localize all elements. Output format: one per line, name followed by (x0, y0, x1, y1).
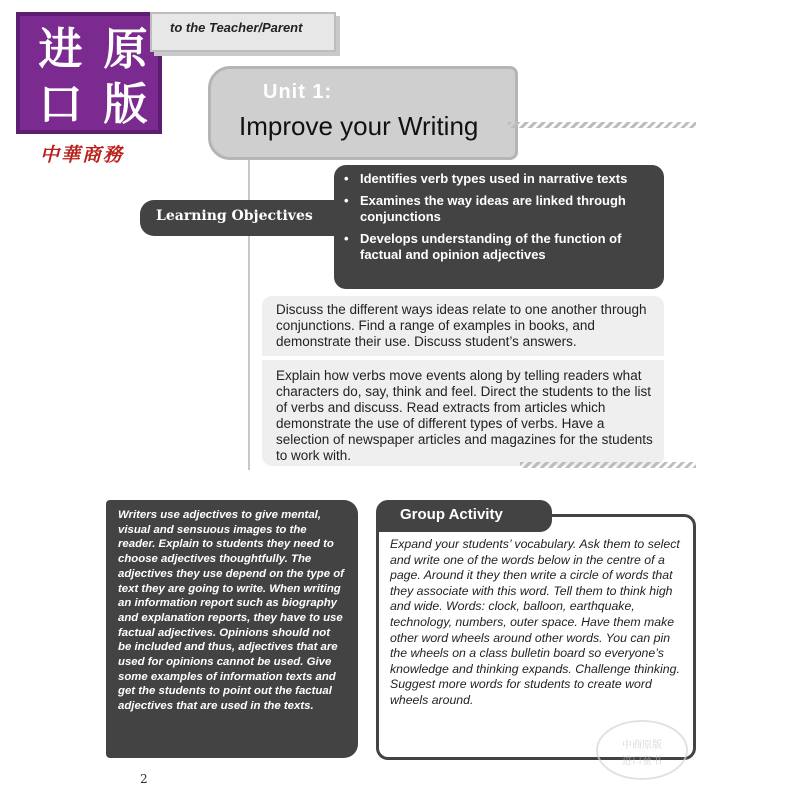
decorative-zigzag (508, 122, 696, 128)
publisher-logo (14, 12, 164, 166)
adjectives-text: Writers use adjectives to give mental, visual and sensuous images to the reader. Explain to students they need to choose adjectives thoughtfully. The adjectives they use depend on the type of text they are going to write. When writing an information report such as biography and explanation reports, they have to use factual adjectives. Opinions should not be included and thus, adjectives that are used for opinions cannot be used. Give some examples of information texts and get the students to point out the factual adjectives that are used in the texts. (118, 509, 344, 713)
learning-objectives-box (334, 165, 664, 289)
stamp-line: 中商原版 (622, 740, 662, 751)
decorative-zigzag (520, 462, 696, 468)
logo-char: 版 (103, 79, 148, 130)
adjectives-box (106, 500, 358, 758)
logo-char: 原 (103, 24, 148, 75)
teacher-banner-text: to the Teacher/Parent (170, 20, 303, 35)
objective-item: • Develops understanding of the function of factual and opinion adjectives (344, 231, 654, 263)
learning-objectives-title: Learning Objectives (156, 208, 313, 224)
logo-subtitle: 中華商務 (40, 144, 125, 166)
unit-number: Unit 1: (263, 81, 333, 103)
group-activity-text: Expand your students’ vocabulary. Ask them to select and write one of the words below in the centre of a page. Around it they then write a circle of words that they associate with this word. Tell them to think high and wide. Words: clock, balloon, earthquake, technology, numbers, outer space. Have them make other word wheels around other words. You can pin the wheels on a class bulletin board so everyone’s knowledge and thinking expands. Challenge thinking. Suggest more words for students to create word wheels around. (390, 537, 680, 707)
group-activity-title: Group Activity (400, 506, 503, 523)
learning-objectives-label (140, 200, 336, 236)
logo-box (16, 12, 162, 134)
objective-item: • Examines the way ideas are linked through conjunctions (344, 193, 654, 225)
verbs-paragraph: Explain how verbs move events along by telling readers what characters do, say, think and feel. Direct the students to the list of verbs and discuss. Read extracts from articles which demonstrate the use of different types of verbs. Have a selection of newspaper articles and magazines for the students to work with. (276, 368, 653, 463)
objective-item: • Identifies verb types used in narrative texts (344, 171, 654, 187)
group-activity-header (376, 500, 552, 532)
panel-divider (262, 356, 664, 360)
page-number: 2 (140, 772, 148, 786)
logo-char: 口 (38, 79, 83, 130)
vertical-rail (248, 150, 250, 470)
watermark-stamp (596, 720, 688, 780)
teacher-banner (150, 12, 336, 52)
stamp-line: 进口童书 (622, 756, 662, 767)
conjunctions-paragraph: Discuss the different ways ideas relate to one another through conjunctions. Find a range of examples in books, and demonstrate their use. Discuss student’s answers. (276, 302, 647, 349)
unit-header (208, 66, 518, 160)
instruction-panel (262, 296, 664, 466)
unit-title: Improve your Writing (239, 111, 479, 141)
logo-char: 进 (38, 24, 83, 75)
